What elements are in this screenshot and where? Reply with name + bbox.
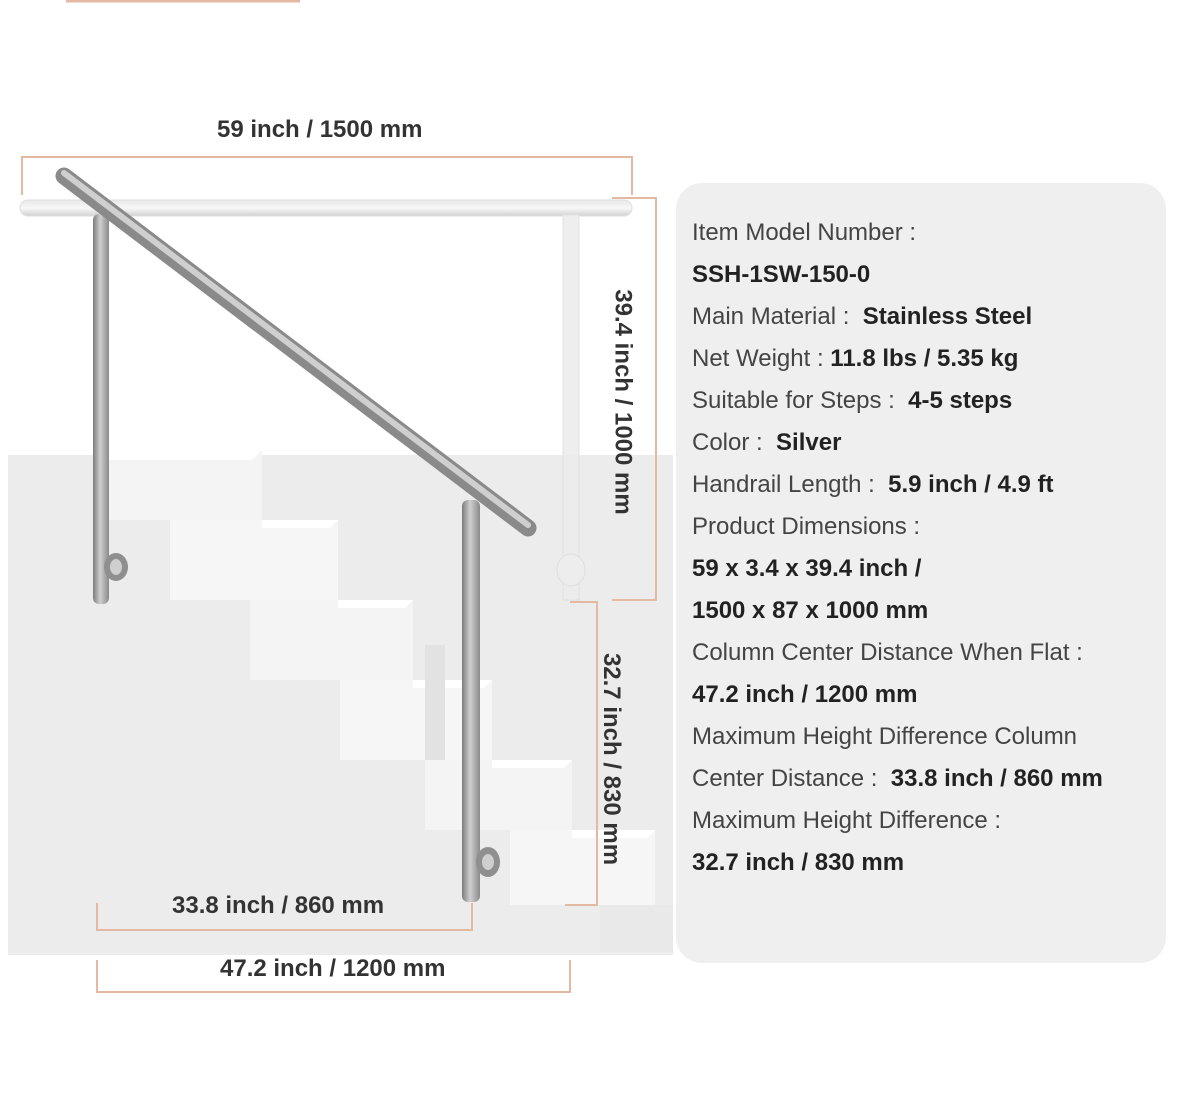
spec-line-column-distance-value [692,674,1182,716]
dim-label-top-width: 59 inch / 1500 mm [217,116,423,143]
spec-value: 11.8 lbs / 5.35 kg [830,345,1019,372]
spec-label: Maximum Height Difference Column [692,723,1078,750]
spec-label: Maximum Height Difference : [692,807,1001,834]
spec-line-weight [692,338,1182,380]
dim-label-bottom-width: 47.2 inch / 1200 mm [220,955,446,982]
spec-line-dimensions-inch [692,548,1182,590]
spec-value: 33.8 inch / 860 mm [890,765,1103,792]
spec-line-color [692,422,1182,464]
spec-line-column-distance-label [692,632,1182,674]
spec-line-dimensions-mm [692,590,1182,632]
spec-label: Product Dimensions : [692,513,921,540]
dim-label-height-difference: 32.7 inch / 830 mm [598,652,626,866]
spec-value: 1500 x 87 x 1000 mm [692,597,929,624]
spec-line-center-distance [692,758,1182,800]
spec-line-handrail-length [692,464,1182,506]
dim-label-inner-width: 33.8 inch / 860 mm [172,892,385,919]
spec-value: SSH-1SW-150-0 [692,261,871,288]
spec-value: 32.7 inch / 830 mm [692,849,905,876]
spec-line-max-height-value [692,842,1182,884]
spec-line-model-value [692,254,1182,296]
spec-label: Suitable for Steps : [692,387,895,414]
spec-line-steps [692,380,1182,422]
spec-value: 4-5 steps [908,387,1013,414]
spec-label: Net Weight : [692,345,824,372]
dim-line-top-width [22,157,632,195]
spec-line-dimensions-label [692,506,1182,548]
spec-list [692,212,1182,884]
spec-label: Column Center Distance When Flat : [692,639,1083,666]
spec-value: 59 x 3.4 x 39.4 inch / [692,555,922,582]
spec-line-max-height-column-label [692,716,1182,758]
spec-label: Main Material : [692,303,850,330]
spec-line-model-label [692,212,1182,254]
dim-label-height: 39.4 inch / 1000 mm [609,289,637,515]
spec-value: Stainless Steel [862,303,1033,330]
spec-value: 47.2 inch / 1200 mm [692,681,918,708]
spec-line-material [692,296,1182,338]
spec-value: Silver [776,429,842,456]
spec-label: Color : [692,429,763,456]
spec-value: 5.9 inch / 4.9 ft [888,471,1054,498]
spec-line-max-height-label [692,800,1182,842]
spec-label: Item Model Number : [692,219,917,246]
spec-label: Center Distance : [692,765,878,792]
spec-label: Handrail Length : [692,471,875,498]
